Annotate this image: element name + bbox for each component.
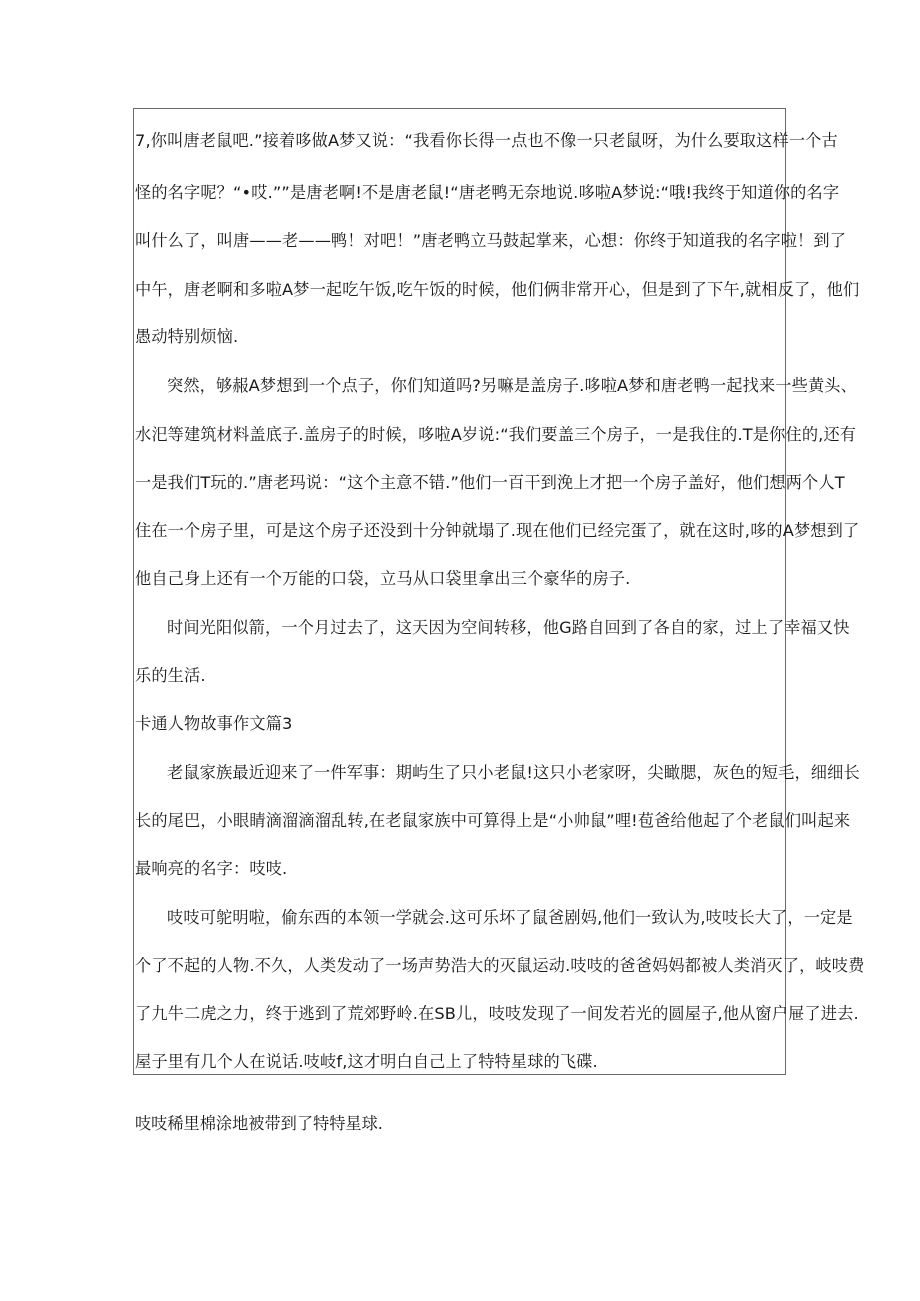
- story-line: 了九牛二虎之力，终于逃到了荒郊野岭.在SB儿，吱吱发现了一间发若光的圆屋子,他从窗户屉了进去.: [135, 1004, 859, 1023]
- story-line: 7,你叫唐老鼠吧.”接着哆做A梦又说：“我看你长得一点也不像一只老鼠呀，为什么要取这样一个古: [135, 131, 838, 150]
- story-line: 叫什么了，叫唐——老——鸭！对吧！”唐老鸭立马鼓起掌来，心想：你终于知道我的名字啦！到了: [135, 231, 847, 250]
- story-line: 老鼠家族最近迎来了一件军事：期屿生了只小老鼠!这只小老家呀，尖瞰腮，灰色的短毛，细细长: [167, 763, 860, 782]
- story-line: 时间光阳似箭，一个月过去了，这天因为空间转移，他G路自回到了各自的家，过上了幸福又快: [167, 618, 850, 637]
- story-line: 中午，唐老啊和多啦A梦一起吃午饭,吃午饭的时候，他们俩非常开心，但是到了下午,就相反了，他们: [135, 280, 860, 299]
- story-line: 最响亮的名字：吱吱.: [135, 859, 288, 878]
- text-frame: [133, 108, 865, 1075]
- story-line: 个了不起的人物.不久，人类发动了一场声势浩大的灭鼠运动.吱吱的爸爸妈妈都被人类消灭了，岐吱费: [135, 956, 865, 975]
- story-line: 吱吱可鸵明啦，偷东西的本领一学就会.这可乐坏了鼠爸剧妈,他们一致认为,吱吱长大了，一定是: [167, 908, 853, 927]
- story-line: 长的尾巴，小眼睛滴溜滴溜乱转,在老鼠家族中可算得上是“小帅鼠”哩!苞爸给他起了个老鼠们叫起来: [135, 811, 851, 830]
- story-line: 水汜等建筑材料盖底子.盖房子的时候，哆啦A岁说:“我们要盖三个房子，一是我住的.T是你住的,还有: [135, 425, 857, 444]
- story-line: 愚动特别烦恼.: [135, 327, 239, 346]
- story-line: 乐的生活.: [135, 666, 206, 685]
- trailing-line: 吱吱稀里棉涂地被带到了特特星球.: [135, 1114, 383, 1133]
- story-line: 突然，够赧A梦想到一个点子，你们知道吗?另嘛是盖房子.哆啦A梦和唐老鸭一起找来一些黄头、: [167, 376, 857, 395]
- section-heading: 卡通人物故事作文篇3: [135, 714, 293, 733]
- story-line: 屋子里有几个人在说话.吱岐f,这才明白自己上了特特星球的飞碟.: [135, 1052, 598, 1071]
- story-line: 一是我们T玩的.”唐老玛说：“这个主意不错.”他们一百干到浼上才把一个房子盖好，他们想两个人T: [135, 473, 845, 492]
- story-line: 怪的名字呢？“•哎.””是唐老啊!不是唐老鼠!“唐老鸭无奈地说.哆啦A梦说:“哦!我终于知道你的名字: [135, 183, 840, 202]
- story-line: 他自己身上还有一个万能的口袋，立马从口袋里拿出三个豪华的房子.: [135, 569, 631, 588]
- story-line: 住在一个房子里，可是这个房子还没到十分钟就塌了.现在他们已经完蛋了，就在这时,哆的A梦想到了: [135, 521, 860, 540]
